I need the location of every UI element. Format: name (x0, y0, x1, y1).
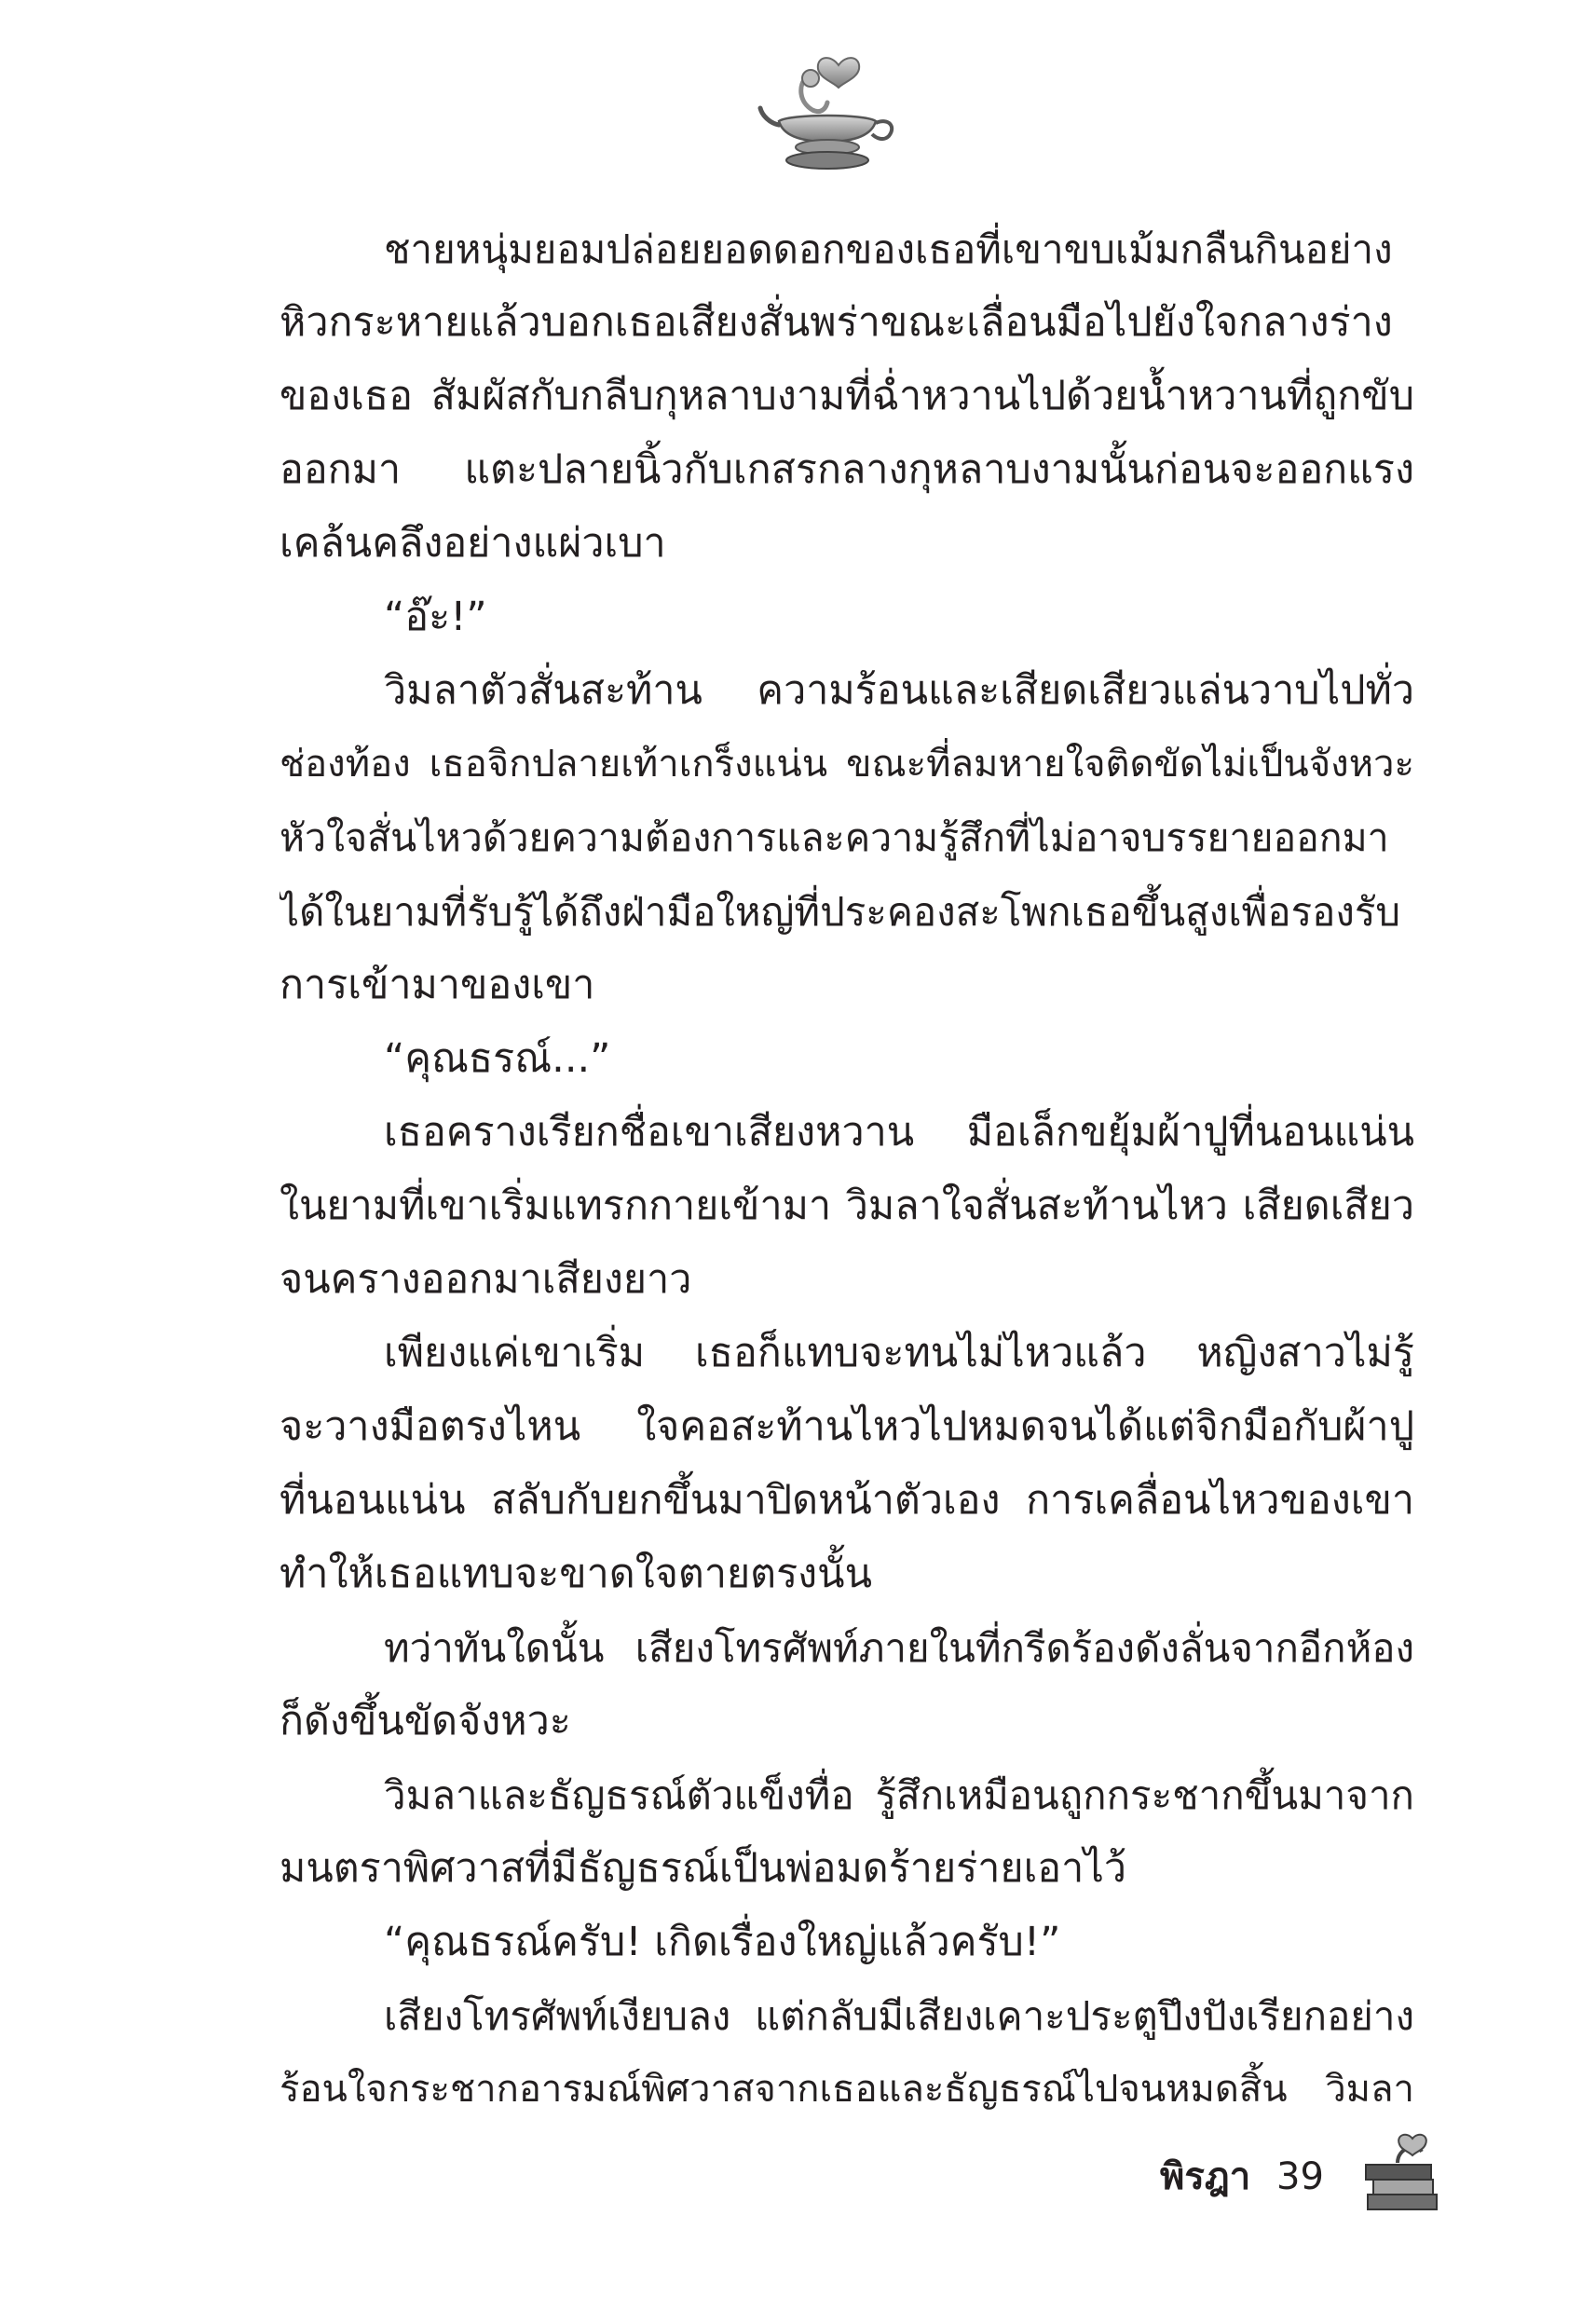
text-line: “อ๊ะ!” (384, 594, 487, 640)
text-line: ช่องท้อง เธอจิกปลายเท้าเกร็งแน่น ขณะที่ลมหายใจติดขัดไม่เป็นจังหวะ (280, 743, 1414, 786)
text-line: ออกมา แตะปลายนิ้วกับเกสรกลางกุหลาบงามนั้นก่อนจะออกแรง (280, 446, 1414, 493)
page-number: 39 (1276, 2155, 1324, 2198)
text-line: “คุณธรณ์...” (384, 1035, 611, 1082)
text-line: ในยามที่เขาเริ่มแทรกกายเข้ามา วิมลาใจสั่นสะท้านไหว เสียดเสียว (280, 1183, 1414, 1229)
chapter-body-text (280, 212, 1414, 2126)
text-line: มนตราพิศวาสที่มีธัญธรณ์เป็นพ่อมดร้ายร่ายเอาไว้ (280, 1845, 1127, 1892)
text-line: ได้ในยามที่รับรู้ได้ถึงฝ่ามือใหญ่ที่ประคองสะโพกเธอขึ้นสูงเพื่อรองรับ (280, 889, 1401, 935)
book-stack-icon (1360, 2129, 1444, 2218)
text-line: ของเธอ สัมผัสกับกลีบกุหลาบงามที่ฉ่ำหวานไปด้วยน้ำหวานที่ถูกขับ (280, 373, 1414, 419)
genie-lamp-icon (753, 48, 902, 179)
text-line: เคล้นคลึงอย่างแผ่วเบา (280, 520, 666, 567)
text-line: ทว่าทันใดนั้น เสียงโทรศัพท์ภายในที่กรีดร้องดังลั่นจากอีกห้อง (384, 1625, 1414, 1671)
text-line: วิมลาตัวสั่นสะท้าน ความร้อนและเสียดเสียวแล่นวาบไปทั่ว (384, 667, 1414, 714)
text-line: เพียงแค่เขาเริ่ม เธอก็แทบจะทนไม่ไหวแล้ว หญิงสาวไม่รู้ (384, 1330, 1414, 1376)
text-line: วิมลาและธัญธรณ์ตัวแข็งทื่อ รู้สึกเหมือนถูกกระชากขึ้นมาจาก (384, 1772, 1414, 1818)
text-line: ที่นอนแน่น สลับกับยกขึ้นมาปิดหน้าตัวเอง การเคลื่อนไหวของเขา (280, 1477, 1414, 1524)
text-line: จนครางออกมาเสียงยาว (280, 1256, 692, 1303)
text-line: เสียงโทรศัพท์เงียบลง แต่กลับมีเสียงเคาะประตูปึงปังเรียกอย่าง (384, 1993, 1414, 2039)
text-line: จะวางมือตรงไหน ใจคอสะท้านไหวไปหมดจนได้แต่จิกมือกับผ้าปู (280, 1403, 1414, 1450)
text-line: ร้อนใจกระชากอารมณ์พิศวาสจากเธอและธัญธรณ์ไปจนหมดสิ้น วิมลา (280, 2068, 1414, 2111)
footer-author-title: พิรฎา (1160, 2155, 1251, 2198)
text-line: การเข้ามาของเขา (280, 962, 595, 1008)
text-line: ทำให้เธอแทบจะขาดใจตายตรงนั้น (280, 1551, 872, 1597)
text-line: ก็ดังขึ้นขัดจังหวะ (280, 1698, 571, 1744)
text-line: “คุณธรณ์ครับ! เกิดเรื่องใหญ่แล้วครับ!” (384, 1919, 1061, 1965)
text-line: ชายหนุ่มยอมปล่อยยอดดอกของเธอที่เขาขบเม้มกลืนกินอย่าง (384, 226, 1393, 272)
text-line: เธอครางเรียกชื่อเขาเสียงหวาน มือเล็กขยุ้มผ้าปูที่นอนแน่น (384, 1109, 1414, 1156)
text-line: หิวกระหายแล้วบอกเธอเสียงสั่นพร่าขณะเลื่อนมือไปยังใจกลางร่าง (280, 299, 1393, 346)
text-line: หัวใจสั่นไหวด้วยความต้องการและความรู้สึกที่ไม่อาจบรรยายออกมา (280, 815, 1389, 860)
